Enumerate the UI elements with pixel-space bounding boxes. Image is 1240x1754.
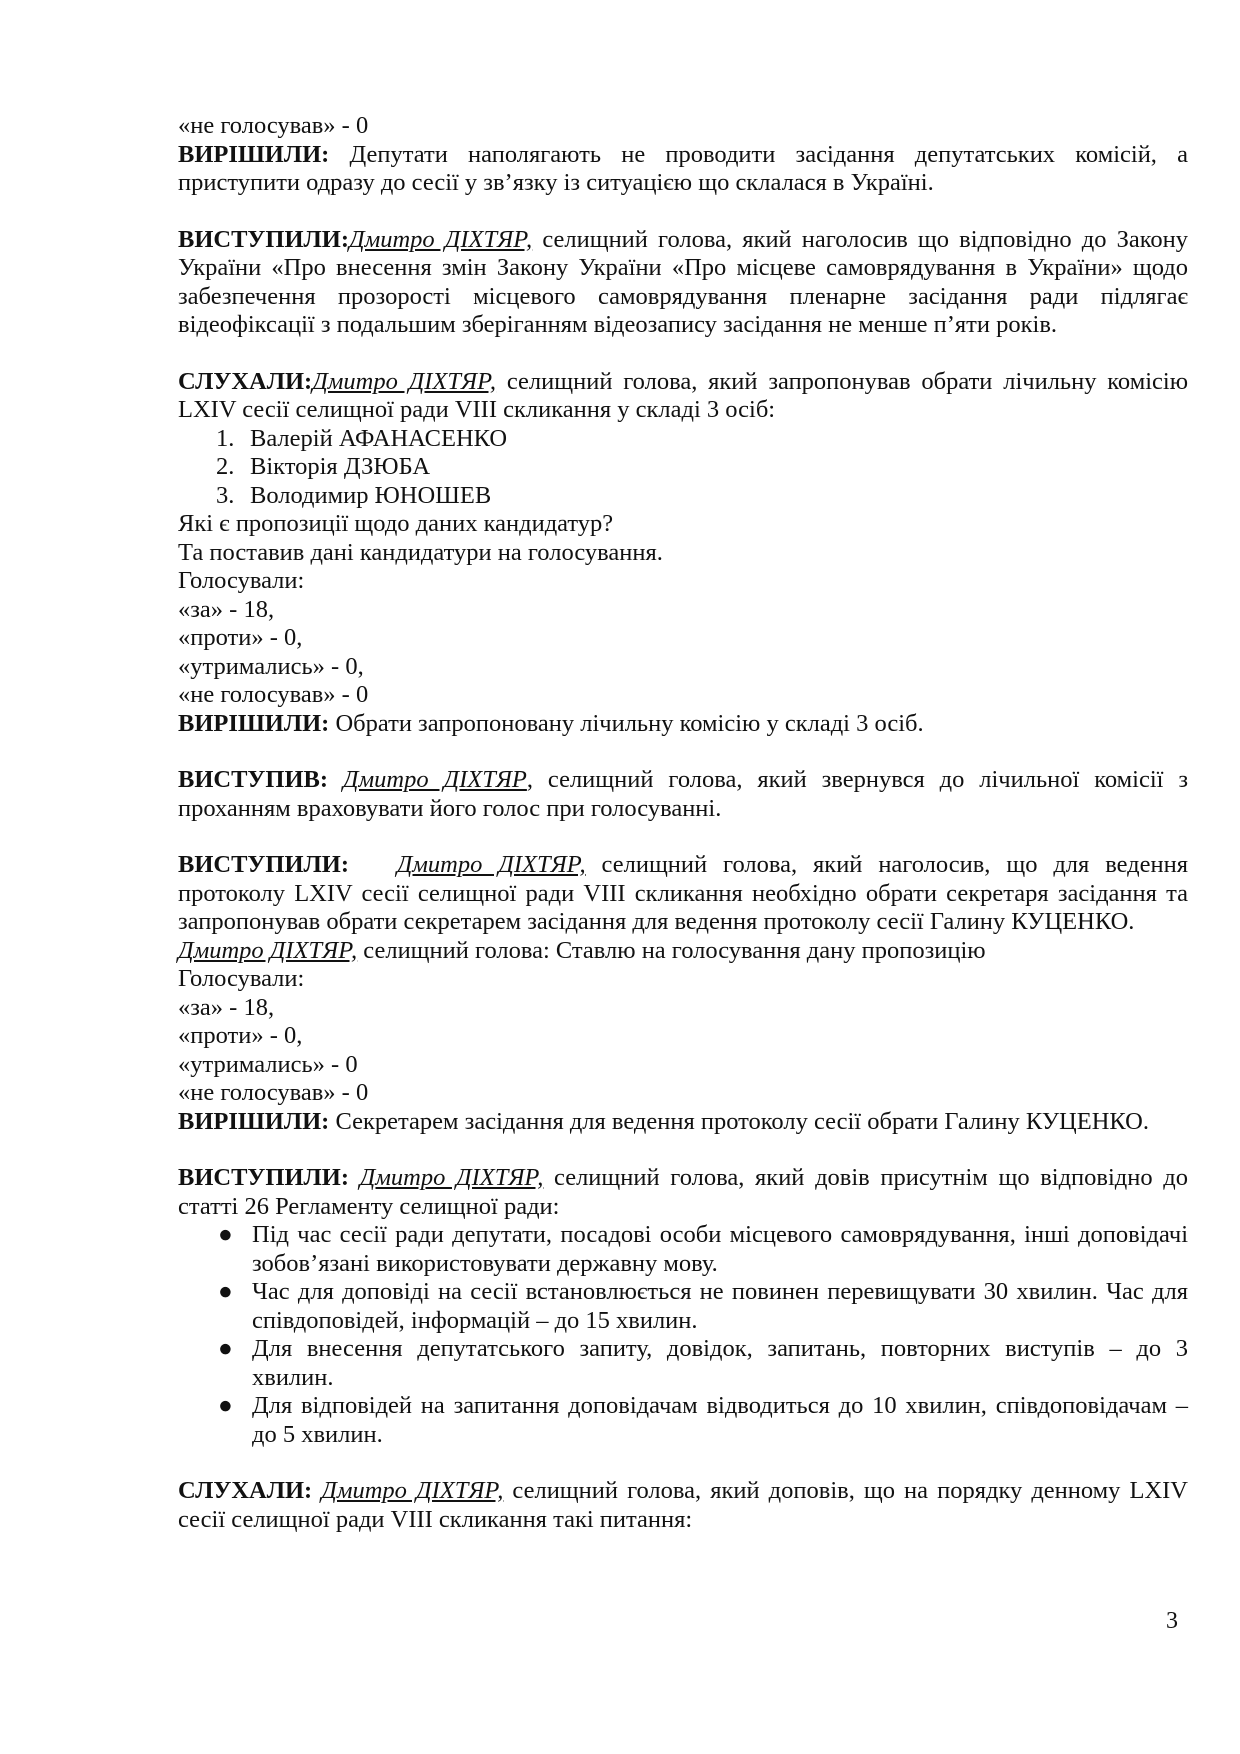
heard-text: селищний голова, який доповів, що на порядку денному LXIV сесії селищної ради VIII скликання такі питання: bbox=[178, 1477, 1188, 1533]
list-item: ● Для відповідей на запитання доповідачам відводиться до 10 хвилин, співдоповідачам – до 5 хвилин. bbox=[218, 1392, 1188, 1448]
vote-for: «за» - 18, bbox=[178, 595, 275, 623]
vote-not-voted: «не голосував» - 0 bbox=[178, 1079, 369, 1106]
speech-label: ВИСТУПИЛИ: bbox=[178, 225, 349, 253]
speech-text: селищний голова: Ставлю на голосування дану пропозицію bbox=[357, 936, 986, 964]
decision-text: Депутати наполягають не проводити засідання депутатських комісій, а приступити одразу до сесії у зв’язку із ситуацією що склалася в Україні. bbox=[178, 140, 1188, 196]
question-line: Які є пропозиції щодо даних кандидатур? bbox=[178, 510, 614, 537]
vote-against: «проти» - 0, bbox=[178, 624, 303, 651]
speaker-name: Дмитро ДІХТЯР, bbox=[312, 367, 497, 395]
decision-text: Обрати запропоновану лічильну комісію у складі 3 осіб. bbox=[329, 709, 924, 737]
list-item: ● Для внесення депутатського запиту, довідок, запитань, повторних виступів – до 3 хвилин. bbox=[218, 1335, 1188, 1391]
speech-label: ВИСТУПИЛИ: bbox=[178, 851, 349, 878]
speech-text: селищний голова, який наголосив що відповідно до Закону України «Про внесення змін Закону України «Про місцеве самоврядування в України» щодо забезпечення прозорості місцевого самоврядування пленарне засідання ради підлягає відеофіксації з подальшим зберіганням відеозапису засідання не менше п’яти років. bbox=[178, 225, 1188, 338]
decision-text: Секретарем засідання для ведення протоколу сесії обрати Галину КУЦЕНКО. bbox=[329, 1107, 1149, 1135]
speaker-name: Дмитро ДІХТЯР, bbox=[396, 851, 586, 878]
list-item: ● Під час сесії ради депутати, посадові особи місцевого самоврядування, інші доповідачі зобов’язані використовувати державну мову. bbox=[218, 1221, 1188, 1277]
candidates-list bbox=[178, 425, 1188, 511]
speech-paragraph bbox=[178, 766, 1188, 823]
bullet-icon: ● bbox=[218, 1392, 233, 1419]
speech-text: селищний голова, який довів присутнім що відповідно до статті 26 Регламенту селищної ради: bbox=[178, 1164, 1188, 1220]
decision-paragraph bbox=[178, 710, 1188, 739]
speech-paragraph bbox=[178, 937, 1188, 966]
speaker-name: Дмитро ДІХТЯР bbox=[342, 766, 527, 793]
bullet-icon: ● bbox=[218, 1335, 233, 1362]
speech-text: селищний голова, який наголосив, що для ведення протоколу LXIV сесії селищної ради VIII скликання необхідно обрати секретаря засідання та запропонував обрати секретарем засідання для ведення протоколу сесії Галину КУЦЕНКО. bbox=[178, 851, 1189, 935]
list-item: 3. Володимир ЮНОШЕВ bbox=[216, 481, 492, 509]
heard-paragraph bbox=[178, 368, 1188, 425]
put-to-vote-line: Та поставив дані кандидатури на голосування. bbox=[178, 538, 663, 566]
vote-against: «проти» - 0, bbox=[178, 1022, 303, 1049]
decision-label: ВИРІШИЛИ: bbox=[178, 140, 330, 168]
speaker-name: Дмитро ДІХТЯР, bbox=[359, 1164, 544, 1191]
list-item: 1. Валерій АФАНАСЕНКО bbox=[216, 424, 508, 452]
speaker-name: Дмитро ДІХТЯР, bbox=[178, 936, 358, 964]
speech-paragraph bbox=[178, 1164, 1188, 1221]
votes-heading: Голосували: bbox=[178, 567, 305, 594]
heard-text: селищний голова, який запропонував обрати лічильну комісію LXIV сесії селищної ради VIII скликання у складі 3 осіб: bbox=[178, 367, 1188, 423]
vote-abstained: «утримались» - 0, bbox=[178, 652, 364, 680]
list-item: ● Час для доповіді на сесії встановлюється не повинен перевищувати 30 хвилин. Час для співдоповідей, інформацій – до 15 хвилин. bbox=[218, 1278, 1188, 1334]
speech-label: ВИСТУПИВ: bbox=[178, 766, 329, 793]
votes-heading: Голосували: bbox=[178, 965, 305, 992]
vote-for: «за» - 18, bbox=[178, 993, 275, 1021]
vote-not-voted: «не голосував» - 0 bbox=[178, 112, 369, 139]
speaker-name: Дмитро ДІХТЯР, bbox=[321, 1477, 504, 1504]
vote-not-voted: «не голосував» - 0 bbox=[178, 681, 369, 708]
rules-list bbox=[178, 1221, 1188, 1449]
decision-label: ВИРІШИЛИ: bbox=[178, 709, 330, 737]
speech-paragraph bbox=[178, 851, 1188, 937]
heard-label: СЛУХАЛИ: bbox=[178, 1477, 313, 1504]
speech-text: , селищний голова, який звернувся до лічильної комісії з проханням враховувати його голос при голосуванні. bbox=[178, 766, 1189, 822]
vote-abstained: «утримались» - 0 bbox=[178, 1050, 358, 1078]
heard-label: СЛУХАЛИ: bbox=[178, 367, 313, 395]
document-body bbox=[178, 112, 1188, 1534]
speech-label: ВИСТУПИЛИ: bbox=[178, 1164, 349, 1191]
bullet-icon: ● bbox=[218, 1278, 233, 1305]
decision-label: ВИРІШИЛИ: bbox=[178, 1107, 330, 1135]
decision-paragraph bbox=[178, 141, 1188, 198]
page-number: 3 bbox=[1166, 1608, 1178, 1634]
speaker-name: Дмитро ДІХТЯР, bbox=[349, 225, 533, 253]
list-item: 2. Вікторія ДЗЮБА bbox=[216, 453, 431, 480]
heard-paragraph bbox=[178, 1477, 1188, 1534]
speech-paragraph bbox=[178, 226, 1188, 340]
decision-paragraph bbox=[178, 1108, 1188, 1137]
bullet-icon: ● bbox=[218, 1221, 233, 1248]
